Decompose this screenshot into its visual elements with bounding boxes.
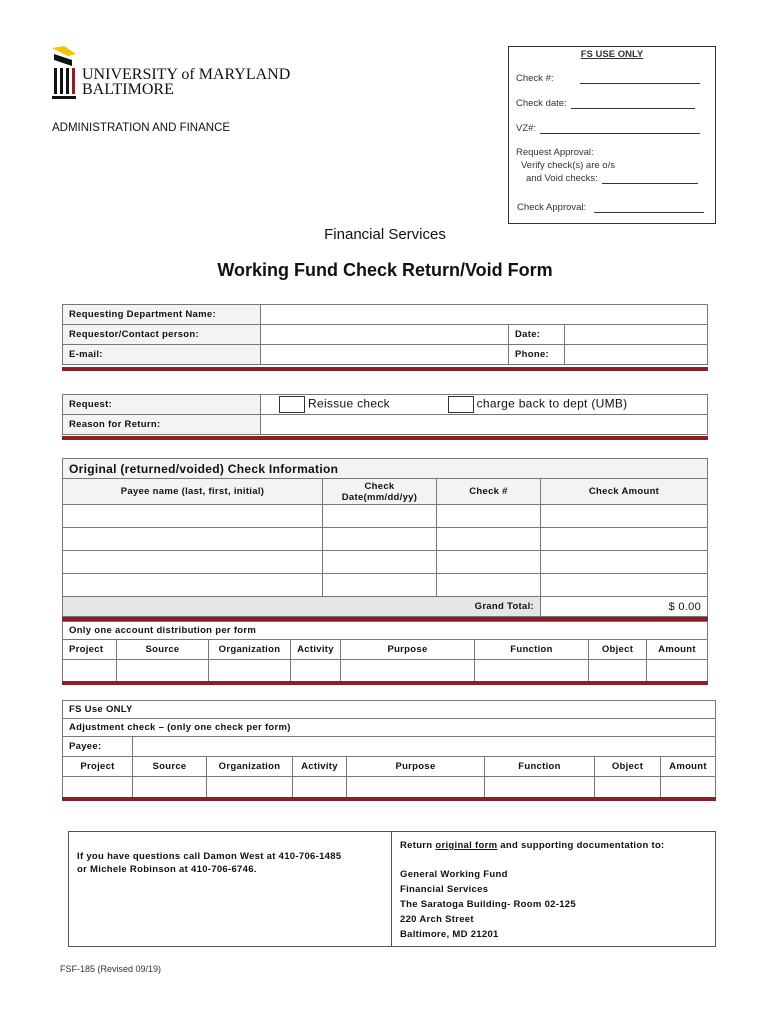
dist-col-project: Project (63, 640, 117, 660)
date-cell[interactable] (323, 505, 437, 528)
check-cell[interactable] (437, 505, 541, 528)
dist-col-function: Function (475, 640, 589, 660)
amount-cell[interactable] (541, 574, 708, 597)
date-label: Date: (509, 325, 565, 345)
request-table (62, 394, 708, 435)
adjustment-label: Adjustment check – (only one check per form) (63, 719, 716, 737)
request-label: Request: (63, 395, 261, 415)
return-instruction (400, 838, 709, 853)
adj-col-purpose: Purpose (347, 757, 485, 777)
payee-cell[interactable] (63, 505, 323, 528)
fs-use-title: FS Use ONLY (63, 701, 716, 719)
university-logo (50, 44, 290, 106)
questions-line-1: If you have questions call Damon West at 410-706-1485 (77, 851, 342, 862)
col-check-date: Check Date(mm/dd/yy) (323, 479, 437, 505)
dist-col-organization: Organization (209, 640, 291, 660)
date-cell[interactable] (323, 528, 437, 551)
address-line-4: 220 Arch Street (400, 914, 474, 925)
payee-label: Payee: (63, 737, 133, 757)
adj-col-activity: Activity (293, 757, 347, 777)
amount-cell[interactable] (541, 528, 708, 551)
dept-name-label: Requesting Department Name: (63, 305, 261, 325)
address-line-5: Baltimore, MD 21201 (400, 929, 499, 940)
adj-col-source: Source (133, 757, 207, 777)
check-info-title: Original (returned/voided) Check Information (63, 459, 708, 479)
check-number-label: Check #: (516, 73, 554, 84)
grand-total-value: $ 0.00 (541, 597, 708, 617)
reissue-label: Reissue check (308, 396, 390, 411)
contact-box (68, 831, 716, 947)
chargeback-label: charge back to dept (UMB) (476, 396, 628, 411)
email-field[interactable] (261, 345, 509, 365)
check-date-label: Check date: (516, 98, 567, 109)
email-label: E-mail: (63, 345, 261, 365)
requestor-field[interactable] (261, 325, 509, 345)
dist-cell[interactable] (589, 660, 647, 684)
form-id: FSF-185 (Revised 09/19) (60, 964, 162, 974)
request-approval-label: Request Approval: (516, 147, 594, 158)
phone-field[interactable] (565, 345, 708, 365)
section-divider (62, 367, 708, 371)
dist-col-purpose: Purpose (341, 640, 475, 660)
dist-col-source: Source (117, 640, 209, 660)
return-suffix: and supporting documentation to: (500, 840, 665, 851)
chargeback-checkbox[interactable] (448, 396, 474, 413)
umb-crest-icon (50, 44, 290, 106)
university-name: UNIVERSITY of MARYLAND (82, 66, 290, 83)
dist-col-amount: Amount (647, 640, 708, 660)
amount-cell[interactable] (541, 551, 708, 574)
return-original-form: original form (435, 840, 498, 851)
adj-col-organization: Organization (207, 757, 293, 777)
void-checks-label: and Void checks: (526, 173, 598, 184)
requestor-label: Requestor/Contact person: (63, 325, 261, 345)
check-info-table (62, 458, 708, 617)
requestor-table (62, 304, 708, 365)
payee-cell[interactable] (63, 551, 323, 574)
check-number-line[interactable] (580, 74, 700, 84)
dist-cell[interactable] (341, 660, 475, 684)
col-payee: Payee name (last, first, initial) (63, 479, 323, 505)
dist-cell[interactable] (475, 660, 589, 684)
questions-text (77, 850, 341, 876)
address-line-2: Financial Services (400, 884, 489, 895)
date-cell[interactable] (323, 574, 437, 597)
return-prefix: Return (400, 840, 433, 851)
fs-use-only-box (508, 46, 716, 224)
dist-cell[interactable] (63, 660, 117, 684)
office-name: Financial Services (324, 226, 446, 243)
dist-col-activity: Activity (291, 640, 341, 660)
dept-name-field[interactable] (261, 305, 708, 325)
reissue-checkbox[interactable] (279, 396, 305, 413)
distribution-title: Only one account distribution per form (63, 622, 708, 640)
university-city: BALTIMORE (82, 81, 174, 98)
date-cell[interactable] (323, 551, 437, 574)
fs-box-title: FS USE ONLY (580, 49, 644, 60)
check-cell[interactable] (437, 574, 541, 597)
date-field[interactable] (565, 325, 708, 345)
adj-col-object: Object (595, 757, 661, 777)
payee-field[interactable] (133, 737, 716, 757)
dist-cell[interactable] (291, 660, 341, 684)
section-divider (62, 797, 716, 801)
return-address (391, 832, 717, 946)
adj-col-amount: Amount (661, 757, 716, 777)
check-approval-label: Check Approval: (517, 202, 587, 213)
dist-cell[interactable] (647, 660, 708, 684)
verify-label: Verify check(s) are o/s (521, 160, 615, 171)
reason-field[interactable] (261, 415, 708, 435)
section-divider (62, 436, 708, 440)
address-line-1: General Working Fund (400, 869, 508, 880)
dist-cell[interactable] (209, 660, 291, 684)
section-divider (62, 681, 708, 685)
check-cell[interactable] (437, 528, 541, 551)
address-line-3: The Saratoga Building- Room 02-125 (400, 899, 576, 910)
col-check-number: Check # (437, 479, 541, 505)
dist-col-object: Object (589, 640, 647, 660)
void-checks-line[interactable] (602, 174, 698, 184)
request-options (261, 395, 708, 415)
col-check-amount: Check Amount (541, 479, 708, 505)
phone-label: Phone: (509, 345, 565, 365)
reason-label: Reason for Return: (63, 415, 261, 435)
account-distribution-table (62, 621, 708, 684)
fs-adjustment-table (62, 700, 716, 801)
form-title: Working Fund Check Return/Void Form (217, 260, 553, 280)
payee-cell[interactable] (63, 528, 323, 551)
vz-line[interactable] (540, 124, 700, 134)
questions-line-2: or Michele Robinson at 410-706-6746. (77, 864, 257, 875)
adj-col-function: Function (485, 757, 595, 777)
check-cell[interactable] (437, 551, 541, 574)
payee-cell[interactable] (63, 574, 323, 597)
adj-col-project: Project (63, 757, 133, 777)
grand-total-label: Grand Total: (63, 597, 541, 617)
department-label: ADMINISTRATION AND FINANCE (52, 122, 231, 134)
dist-cell[interactable] (117, 660, 209, 684)
amount-cell[interactable] (541, 505, 708, 528)
check-approval-line[interactable] (594, 203, 704, 213)
check-date-line[interactable] (571, 99, 695, 109)
vz-label: VZ#: (516, 123, 537, 134)
